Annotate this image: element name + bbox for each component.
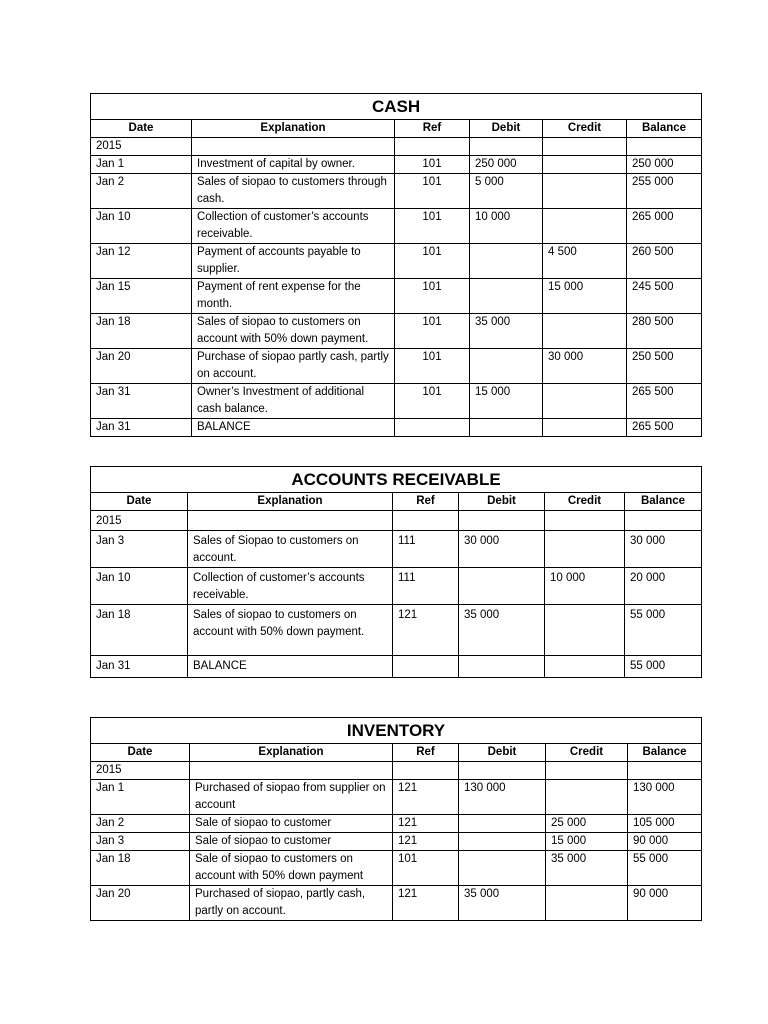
credit-cell [543, 156, 627, 174]
table-row [91, 156, 702, 174]
header-debit: Debit [470, 120, 543, 138]
explanation-cell: Sales of Siopao to customers on account. [188, 531, 393, 568]
debit-cell: 5 000 [470, 174, 543, 209]
explanation-cell: Sale of siopao to customer [190, 815, 393, 833]
credit-cell [545, 656, 625, 678]
debit-cell [459, 815, 546, 833]
ref-cell: 101 [395, 156, 470, 174]
header-explanation: Explanation [192, 120, 395, 138]
date-cell: Jan 10 [91, 209, 192, 244]
explanation-cell [188, 511, 393, 531]
credit-cell: 25 000 [546, 815, 628, 833]
ref-cell [395, 138, 470, 156]
credit-cell [545, 605, 625, 656]
table-row [91, 511, 702, 531]
balance-cell: 55 000 [625, 605, 702, 656]
balance-cell: 245 500 [627, 279, 702, 314]
debit-cell: 130 000 [459, 780, 546, 815]
ref-cell: 121 [393, 886, 459, 921]
debit-cell: 35 000 [459, 886, 546, 921]
ref-cell [393, 511, 459, 531]
ref-cell: 111 [393, 531, 459, 568]
cash-title: CASH [91, 94, 702, 120]
credit-cell [546, 886, 628, 921]
date-cell: Jan 31 [91, 419, 192, 437]
balance-cell: 250 500 [627, 349, 702, 384]
ref-cell: 101 [395, 279, 470, 314]
cash-title-row [91, 94, 702, 120]
explanation-cell: Purchased of siopao, partly cash, partly on account. [190, 886, 393, 921]
inventory-title-row [91, 718, 702, 744]
table-row [91, 780, 702, 815]
balance-cell: 55 000 [628, 851, 702, 886]
date-cell: Jan 1 [91, 156, 192, 174]
explanation-cell: Sales of siopao to customers on account with 50% down payment. [192, 314, 395, 349]
credit-cell: 15 000 [546, 833, 628, 851]
credit-cell [546, 762, 628, 780]
date-cell: Jan 12 [91, 244, 192, 279]
header-debit: Debit [459, 493, 545, 511]
balance-cell: 90 000 [628, 886, 702, 921]
date-cell: 2015 [91, 762, 190, 780]
explanation-cell: Owner’s Investment of additional cash balance. [192, 384, 395, 419]
ref-cell: 101 [395, 314, 470, 349]
date-cell: 2015 [91, 511, 188, 531]
table-row [91, 851, 702, 886]
header-credit: Credit [543, 120, 627, 138]
table-row [91, 605, 702, 656]
table-row [91, 568, 702, 605]
header-date: Date [91, 493, 188, 511]
header-balance: Balance [627, 120, 702, 138]
header-credit: Credit [545, 493, 625, 511]
credit-cell: 10 000 [545, 568, 625, 605]
ref-cell: 101 [395, 384, 470, 419]
credit-cell [543, 174, 627, 209]
debit-cell [470, 279, 543, 314]
date-cell: Jan 10 [91, 568, 188, 605]
balance-cell: 55 000 [625, 656, 702, 678]
balance-cell: 20 000 [625, 568, 702, 605]
credit-cell [543, 138, 627, 156]
balance-cell: 250 000 [627, 156, 702, 174]
credit-cell [546, 780, 628, 815]
ref-cell: 101 [395, 349, 470, 384]
inventory-ledger-table [90, 717, 702, 921]
date-cell: Jan 18 [91, 605, 188, 656]
table-row [91, 815, 702, 833]
header-ref: Ref [395, 120, 470, 138]
explanation-cell: BALANCE [188, 656, 393, 678]
explanation-cell: Purchase of siopao partly cash, partly on account. [192, 349, 395, 384]
inventory-title: INVENTORY [91, 718, 702, 744]
cash-ledger-table [90, 93, 702, 437]
date-cell: Jan 20 [91, 886, 190, 921]
date-cell: Jan 2 [91, 174, 192, 209]
header-date: Date [91, 744, 190, 762]
ref-cell [393, 762, 459, 780]
ar-header-row [91, 493, 702, 511]
inventory-header-row [91, 744, 702, 762]
debit-cell [459, 511, 545, 531]
table-row [91, 384, 702, 419]
ref-cell: 121 [393, 833, 459, 851]
date-cell: Jan 18 [91, 851, 190, 886]
ar-title-row [91, 467, 702, 493]
table-row [91, 138, 702, 156]
table-row [91, 762, 702, 780]
debit-cell [470, 244, 543, 279]
explanation-cell: Payment of accounts payable to supplier. [192, 244, 395, 279]
credit-cell [543, 419, 627, 437]
debit-cell: 35 000 [459, 605, 545, 656]
ref-cell: 101 [393, 851, 459, 886]
balance-cell: 265 500 [627, 384, 702, 419]
credit-cell: 35 000 [546, 851, 628, 886]
table-row [91, 244, 702, 279]
header-debit: Debit [459, 744, 546, 762]
balance-cell: 130 000 [628, 780, 702, 815]
debit-cell [459, 851, 546, 886]
debit-cell: 10 000 [470, 209, 543, 244]
table-row [91, 886, 702, 921]
debit-cell [470, 419, 543, 437]
table-row [91, 531, 702, 568]
balance-cell: 260 500 [627, 244, 702, 279]
accounts-receivable-ledger-table [90, 466, 702, 678]
debit-cell: 15 000 [470, 384, 543, 419]
ref-cell [395, 419, 470, 437]
explanation-cell [192, 138, 395, 156]
debit-cell [459, 656, 545, 678]
table-row [91, 656, 702, 678]
balance-cell: 105 000 [628, 815, 702, 833]
explanation-cell: Purchased of siopao from supplier on account [190, 780, 393, 815]
ref-cell: 101 [395, 209, 470, 244]
ref-cell: 121 [393, 605, 459, 656]
date-cell: Jan 18 [91, 314, 192, 349]
balance-cell [627, 138, 702, 156]
ref-cell: 111 [393, 568, 459, 605]
balance-cell: 255 000 [627, 174, 702, 209]
credit-cell: 4 500 [543, 244, 627, 279]
debit-cell [470, 349, 543, 384]
credit-cell [545, 511, 625, 531]
table-row [91, 174, 702, 209]
date-cell: Jan 3 [91, 833, 190, 851]
credit-cell: 30 000 [543, 349, 627, 384]
explanation-cell: Sale of siopao to customers on account with 50% down payment [190, 851, 393, 886]
table-row [91, 349, 702, 384]
header-credit: Credit [546, 744, 628, 762]
credit-cell [543, 314, 627, 349]
balance-cell: 90 000 [628, 833, 702, 851]
debit-cell [459, 568, 545, 605]
header-ref: Ref [393, 744, 459, 762]
ref-cell: 101 [395, 174, 470, 209]
date-cell: Jan 15 [91, 279, 192, 314]
date-cell: Jan 1 [91, 780, 190, 815]
balance-cell: 265 000 [627, 209, 702, 244]
date-cell: Jan 3 [91, 531, 188, 568]
credit-cell: 15 000 [543, 279, 627, 314]
debit-cell [470, 138, 543, 156]
ref-cell: 121 [393, 780, 459, 815]
date-cell: Jan 2 [91, 815, 190, 833]
explanation-cell: Investment of capital by owner. [192, 156, 395, 174]
table-row [91, 833, 702, 851]
ar-title: ACCOUNTS RECEIVABLE [91, 467, 702, 493]
balance-cell: 265 500 [627, 419, 702, 437]
credit-cell [543, 384, 627, 419]
debit-cell [459, 833, 546, 851]
explanation-cell: Payment of rent expense for the month. [192, 279, 395, 314]
explanation-cell: Sales of siopao to customers through cash. [192, 174, 395, 209]
date-cell: Jan 31 [91, 656, 188, 678]
credit-cell [543, 209, 627, 244]
header-date: Date [91, 120, 192, 138]
explanation-cell: Sales of siopao to customers on account with 50% down payment. [188, 605, 393, 656]
credit-cell [545, 531, 625, 568]
cash-header-row [91, 120, 702, 138]
explanation-cell: Collection of customer’s accounts receivable. [188, 568, 393, 605]
header-explanation: Explanation [188, 493, 393, 511]
balance-cell: 280 500 [627, 314, 702, 349]
date-cell: Jan 20 [91, 349, 192, 384]
balance-cell: 30 000 [625, 531, 702, 568]
explanation-cell: Collection of customer’s accounts receivable. [192, 209, 395, 244]
table-row [91, 419, 702, 437]
ref-cell: 101 [395, 244, 470, 279]
table-row [91, 279, 702, 314]
explanation-cell: BALANCE [192, 419, 395, 437]
header-balance: Balance [625, 493, 702, 511]
debit-cell: 35 000 [470, 314, 543, 349]
ref-cell [393, 656, 459, 678]
debit-cell: 250 000 [470, 156, 543, 174]
debit-cell [459, 762, 546, 780]
debit-cell: 30 000 [459, 531, 545, 568]
date-cell: Jan 31 [91, 384, 192, 419]
header-explanation: Explanation [190, 744, 393, 762]
table-row [91, 209, 702, 244]
balance-cell [625, 511, 702, 531]
table-row [91, 314, 702, 349]
explanation-cell: Sale of siopao to customer [190, 833, 393, 851]
header-ref: Ref [393, 493, 459, 511]
header-balance: Balance [628, 744, 702, 762]
date-cell: 2015 [91, 138, 192, 156]
explanation-cell [190, 762, 393, 780]
balance-cell [628, 762, 702, 780]
ref-cell: 121 [393, 815, 459, 833]
